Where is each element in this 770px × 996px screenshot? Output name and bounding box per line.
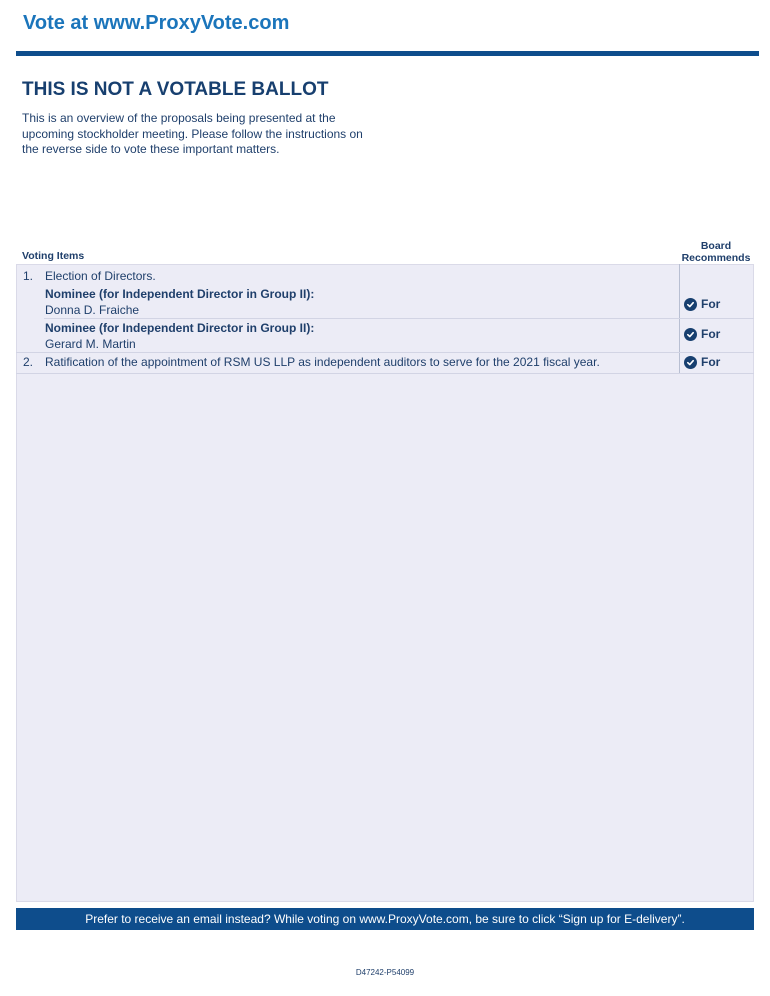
header-divider [16,51,759,56]
voting-items-header: Voting Items [22,250,85,262]
nominee-name: Gerard M. Martin [45,337,136,351]
nominee-label: Nominee (for Independent Director in Group II): [45,321,315,335]
intro-line: the reverse side to vote these important matters. [22,142,280,156]
row-divider [16,373,754,374]
intro-line: upcoming stockholder meeting. Please follow the instructions on [22,126,363,141]
recommendation-label: For [701,327,721,341]
intro-line: This is an overview of the proposals being presented at the [22,111,336,125]
board-label: Board [700,240,732,252]
row-divider [44,318,754,319]
e-delivery-banner: Prefer to receive an email instead? While voting on www.ProxyVote.com, be sure to click “Sign up for E-delivery”. [16,908,754,930]
item-text: Election of Directors. [45,269,156,283]
item-text: Ratification of the appointment of RSM US LLP as independent auditors to serve for the 2021 fiscal year. [45,355,600,369]
check-circle-icon [684,356,697,369]
recommends-label: Recommends [681,252,751,264]
proxyvote-header[interactable]: Vote at www.ProxyVote.com [23,12,290,34]
nominee-name: Donna D. Fraiche [45,303,140,317]
item-number: 1. [23,269,34,283]
board-recommends-header [678,240,754,264]
recommendation [684,327,720,341]
column-divider [679,264,680,374]
recommendation [684,355,720,369]
document-code: D47242-P54099 [355,968,415,977]
check-circle-icon [684,298,697,311]
intro-text [22,111,382,158]
nominee-label: Nominee (for Independent Director in Group II): [45,287,315,301]
row-divider [16,352,754,353]
recommendation [684,297,720,311]
recommendation-label: For [701,297,721,311]
page-title: THIS IS NOT A VOTABLE BALLOT [22,79,329,100]
item-number: 2. [23,355,34,369]
recommendation-label: For [701,355,721,369]
check-circle-icon [684,328,697,341]
